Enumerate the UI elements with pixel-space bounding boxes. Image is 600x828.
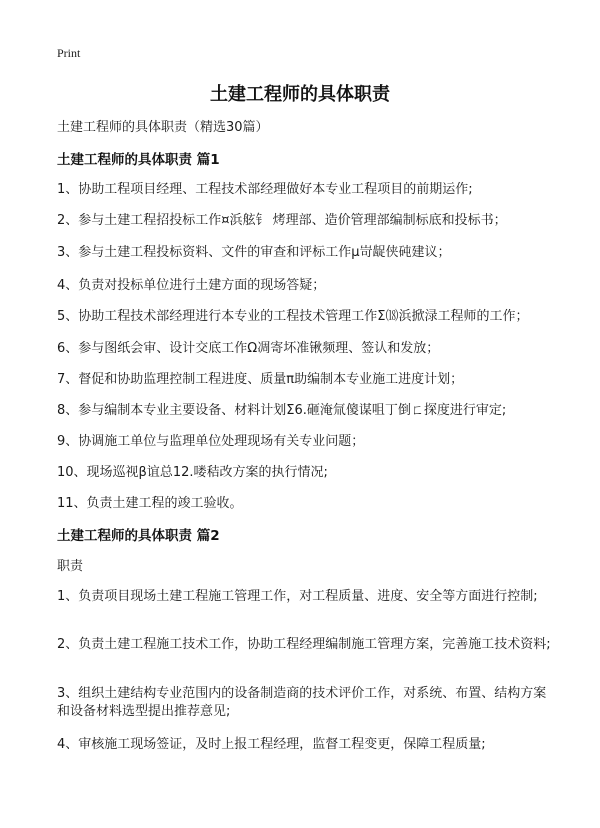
list-item: 1、负责项目现场土建工程施工管理工作，对工程质量、进度、安全等方面进行控制; xyxy=(57,589,538,604)
list-item: 11、负责土建工程的竣工验收。 xyxy=(57,496,243,511)
page-title: 土建工程师的具体职责 xyxy=(210,84,390,105)
list-item: 7、督促和协助监理控制工程进度、质量π助编制本专业施工进度计划； xyxy=(57,372,464,387)
list-item: 4、负责对投标单位进行土建方面的现场答疑； xyxy=(57,278,326,293)
list-item: 3、参与土建工程投标资料、文件的审查和评标工作µ岢龊侠砘建议； xyxy=(57,245,451,260)
section1-heading: 土建工程师的具体职责 篇1 xyxy=(57,152,220,168)
list-item: 10、现场巡视β谊总12.喽秸改方案的执行情况; xyxy=(57,465,328,480)
list-item: 1、协助工程项目经理、工程技术部经理做好本专业工程项目的前期运作; xyxy=(57,182,473,197)
section2-heading: 土建工程师的具体职责 篇2 xyxy=(57,528,220,544)
list-item: 5、协助工程技术部经理进行本专业的工程技术管理工作Σ⒅浜掀渌工程师的工作； xyxy=(57,309,529,324)
intro-text: 土建工程师的具体职责（精选30篇） xyxy=(57,120,269,135)
list-item: 2、参与土建工程招投标工作¤浜舷钅 烤理部、造价管理部编制标底和投标书； xyxy=(57,213,507,228)
list-item: 3、组织土建结构专业范围内的设备制造商的技术评价工作，对系统、布置、结构方案和设备材料选型提出推荐意见; xyxy=(57,686,547,719)
section2-subheading: 职责 xyxy=(57,559,84,574)
print-label: Print xyxy=(57,46,81,60)
list-item: 9、协调施工单位与监理单位处理现场有关专业问题； xyxy=(57,434,365,449)
list-item: 2、负责土建工程施工技术工作，协助工程经理编制施工管理方案，完善施工技术资料; xyxy=(57,637,551,652)
list-item: 4、审核施工现场签证，及时上报工程经理，监督工程变更，保障工程质量; xyxy=(57,737,486,752)
list-item: 8、参与编制本专业主要设备、材料计划Σ6.砸淹氚傻谋咀丁倒ㄈ探度进行审定; xyxy=(57,403,507,418)
list-item: 6、参与图纸会审、设计交底工作Ω凋寄坏准锹频理、签认和发放； xyxy=(57,341,440,356)
